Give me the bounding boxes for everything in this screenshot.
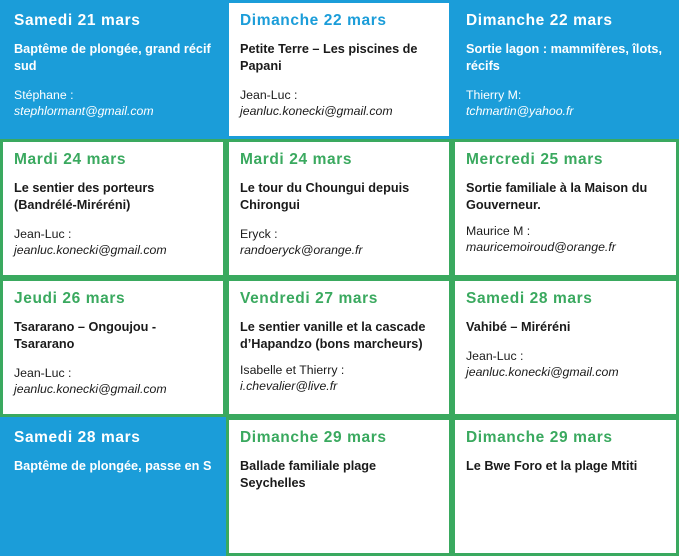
activity-card — [452, 278, 679, 417]
contact-name: Thierry M: — [466, 87, 522, 102]
activity-card — [226, 417, 452, 556]
activity-contact — [14, 365, 212, 398]
contact-name: Maurice M : — [466, 223, 531, 238]
activity-card — [0, 139, 226, 278]
activity-card — [226, 0, 452, 139]
activity-description: Le Bwe Foro et la plage Mtiti — [466, 458, 638, 473]
contact-name: Jean-Luc : — [14, 365, 72, 380]
contact-email[interactable]: jeanluc.konecki@gmail.com — [240, 104, 393, 119]
contact-name: Eryck : — [240, 226, 278, 241]
activity-date-title: Mardi 24 mars — [14, 151, 127, 168]
activity-contact — [14, 87, 212, 120]
activity-contact — [466, 223, 665, 256]
activity-card — [226, 139, 452, 278]
contact-name: Jean-Luc : — [466, 348, 524, 363]
activity-card — [226, 278, 452, 417]
activity-card — [0, 278, 226, 417]
activity-contact — [466, 87, 665, 120]
activity-date-title: Mardi 24 mars — [240, 151, 353, 168]
activity-contact — [240, 362, 438, 395]
contact-email[interactable]: mauricemoiroud@orange.fr — [466, 240, 616, 255]
activity-description: Petite Terre – Les piscines de Papani — [240, 41, 418, 73]
contact-name: Jean-Luc : — [240, 87, 298, 102]
activity-date-title: Dimanche 22 mars — [240, 12, 387, 29]
contact-email[interactable]: jeanluc.konecki@gmail.com — [14, 382, 167, 397]
contact-email[interactable]: jeanluc.konecki@gmail.com — [14, 243, 167, 258]
activity-date-title: Samedi 28 mars — [14, 429, 141, 446]
contact-email[interactable]: i.chevalier@live.fr — [240, 379, 338, 394]
activity-date-title: Vendredi 27 mars — [240, 290, 378, 307]
activity-description: Baptême de plongée, passe en S — [14, 458, 212, 473]
contact-name: Stéphane : — [14, 87, 74, 102]
activity-card — [452, 139, 679, 278]
contact-email[interactable]: randoeryck@orange.fr — [240, 243, 363, 258]
activity-description: Tsararano – Ongoujou - Tsararano — [14, 319, 157, 351]
activity-description: Vahibé – Miréréni — [466, 319, 571, 334]
activity-description: Ballade familiale plage Seychelles — [240, 458, 377, 490]
activity-date-title: Dimanche 22 mars — [466, 12, 613, 29]
activity-contact — [240, 87, 438, 120]
activity-contact — [466, 348, 665, 381]
activity-contact — [240, 226, 438, 259]
activity-description: Le sentier vanille et la cascade d’Hapandzo (bons marcheurs) — [240, 319, 426, 351]
activity-date-title: Dimanche 29 mars — [466, 429, 613, 446]
contact-email[interactable]: jeanluc.konecki@gmail.com — [466, 365, 619, 380]
activity-card — [452, 0, 679, 139]
activity-date-title: Jeudi 26 mars — [14, 290, 126, 307]
contact-email[interactable]: stephlormant@gmail.com — [14, 104, 154, 119]
activity-card — [0, 0, 226, 139]
activity-description: Sortie lagon : mammifères, îlots, récifs — [466, 41, 662, 73]
activity-date-title: Samedi 28 mars — [466, 290, 593, 307]
activity-date-title: Mercredi 25 mars — [466, 151, 604, 168]
activity-card — [452, 417, 679, 556]
activity-description: Baptême de plongée, grand récif sud — [14, 41, 211, 73]
contact-email[interactable]: tchmartin@yahoo.fr — [466, 104, 574, 119]
activity-date-title: Dimanche 29 mars — [240, 429, 387, 446]
activity-date-title: Samedi 21 mars — [14, 12, 141, 29]
contact-name: Jean-Luc : — [14, 226, 72, 241]
activity-description: Le sentier des porteurs (Bandrélé-Miréréni) — [14, 180, 155, 212]
activity-description: Le tour du Choungui depuis Chirongui — [240, 180, 410, 212]
activity-card — [0, 417, 226, 556]
activity-description: Sortie familiale à la Maison du Gouverneur. — [466, 180, 648, 212]
contact-name: Isabelle et Thierry : — [240, 362, 345, 377]
activity-contact — [14, 226, 212, 259]
